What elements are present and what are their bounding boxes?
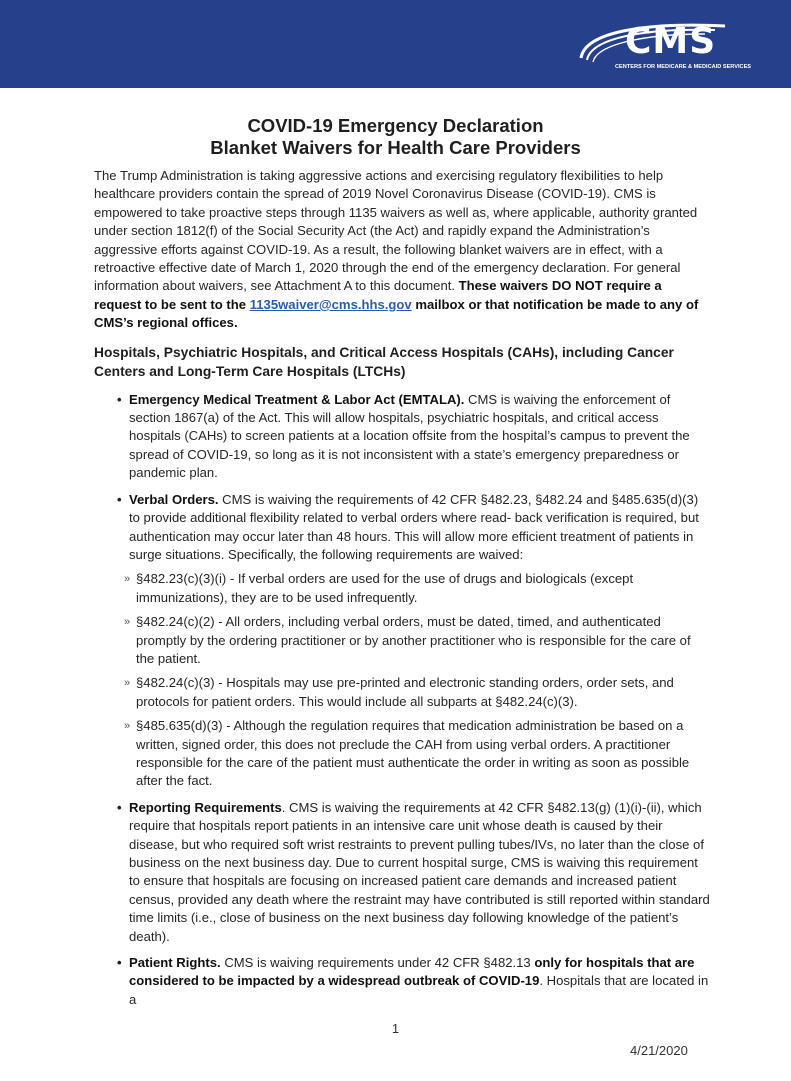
bullet-text: CMS is waiving requirements under 42 CFR §482.13 xyxy=(224,955,531,971)
bullet-emtala xyxy=(117,391,711,483)
intro-text: The Trump Administration is taking aggressive actions and exercising regulatory flexibilities to help healthcare providers contain the spread of 2019 Novel Coronavirus Disease (COVID-19). CMS is empowered to take proactive steps through 1135 waivers as well as, where applicable, authority granted under section 1812(f) of the Social Security Act (the Act) and rapidly expand the Administration’s aggressive efforts against COVID-19. As a result, the following blanket waivers are in effect, with a retroactive effective date of March 1, 2020 through the end of the emergency declaration. For general information about waivers, see Attachment A to this document. xyxy=(94,168,698,294)
document-title-line2: Blanket Waivers for Health Care Providers xyxy=(210,137,581,158)
bullet-dot-icon: • xyxy=(117,391,122,407)
bullet-bold-text: only for hospitals that are considered to be impacted by a widespread outbreak of COVID-19 xyxy=(129,955,695,989)
page-footer xyxy=(94,1021,711,1081)
intro-paragraph xyxy=(94,167,711,333)
page-number: 1 xyxy=(391,1021,400,1037)
bullet-title: Verbal Orders. xyxy=(129,491,219,507)
header-band xyxy=(0,0,791,88)
intro-notice-end: mailbox or that notification be made to any of CMS’s regional offices. xyxy=(94,296,699,331)
double-chevron-icon: » xyxy=(124,677,131,690)
bullet-dot-icon: • xyxy=(117,955,122,971)
logo-wordmark: CMS xyxy=(625,21,717,62)
section-heading: Hospitals, Psychiatric Hospitals, and Critical Access Hospitals (CAHs), including Cancer Centers and Long-Term Care Hospitals (LTCHs) xyxy=(94,344,674,379)
bullet-reporting-requirements xyxy=(117,799,711,946)
double-chevron-icon: » xyxy=(124,720,131,733)
bullet-text: CMS is waiving the requirements of 42 CFR §482.23, §482.24 and §485.635(d)(3) to provide additional flexibility related to verbal orders where read- back verification is required, but authentication may occur later than 48 hours. This will allow more efficient treatment of patients in surge situations. Specifically, the following requirements are waived: xyxy=(129,491,699,562)
double-chevron-icon: » xyxy=(124,573,131,586)
subitem-text: §482.23(c)(3)(i) - If verbal orders are used for the use of drugs and biologicals (except immunizations), they are to be used infrequently. xyxy=(136,571,634,605)
bullet-title: Emergency Medical Treatment & Labor Act (EMTALA). xyxy=(129,391,465,407)
subitem-482-23 xyxy=(124,570,711,607)
logo-subtitle: CENTERS FOR MEDICARE & MEDICAID SERVICES xyxy=(615,64,752,70)
subitem-text: §485.635(d)(3) - Although the regulation requires that medication administration be based on a written, signed order, this does not preclude the CAH from using verbal orders. A practitioner responsible for the care of the patient must authenticate the order in writing as soon as possible after the fact. xyxy=(136,718,690,789)
bullet-dot-icon: • xyxy=(117,491,122,507)
subitem-482-24-c3 xyxy=(124,674,711,711)
bullet-text: . CMS is waiving the requirements at 42 CFR §482.13(g) (1)(i)-(ii), which require that hospitals report patients in an intensive care unit whose death is caused by their disease, but who required soft wrist restraints to prevent pulling tubes/IVs, no later than the close of business on the next business day. Due to current hospital surge, CMS is waiving this requirement to ensure that hospitals are focusing on increased patient care demands and increased patient census, provided any death where the restraint may have contributed is still reported within standard time limits (i.e., close of business on the next business day following knowledge of the patient’s death). xyxy=(129,799,710,944)
bullet-title: Patient Rights. xyxy=(129,955,221,971)
double-chevron-icon: » xyxy=(124,616,131,629)
bullet-verbal-orders xyxy=(117,491,711,565)
document-body xyxy=(0,88,791,1081)
document-date: 4/21/2020 xyxy=(630,1043,688,1059)
document-title-line1: COVID-19 Emergency Declaration xyxy=(247,115,544,136)
bullet-text-end: . Hospitals that are located in a xyxy=(129,973,709,1007)
waiver-email-link[interactable]: 1135waiver@cms.hhs.gov xyxy=(249,296,412,312)
bullet-title: Reporting Requirements xyxy=(129,799,282,815)
subitem-text: §482.24(c)(3) - Hospitals may use pre-printed and electronic standing orders, order sets, and protocols for patient orders. This would include all subparts at §482.24(c)(3). xyxy=(136,675,674,709)
subitem-text: §482.24(c)(2) - All orders, including verbal orders, must be dated, timed, and authenticated promptly by the ordering practitioner or by another practitioner who is responsible for the care of the patient. xyxy=(136,614,691,666)
bullet-dot-icon: • xyxy=(117,799,122,815)
subitem-482-24-c2 xyxy=(124,613,711,668)
bullet-patient-rights xyxy=(117,954,711,1009)
subitem-485-635 xyxy=(124,717,711,791)
intro-notice-start: These waivers DO NOT require a request to be sent to the xyxy=(94,278,662,312)
bullet-text: CMS is waiving the enforcement of section 1867(a) of the Act. This will allow hospitals, psychiatric hospitals, and critical access hospitals (CAHs) to screen patients at a location offsite from the hospital’s campus to prevent the spread of COVID-19, so long as it is not inconsistent with a state’s emergency preparedness or pandemic plan. xyxy=(129,391,690,481)
cms-logo xyxy=(575,18,755,80)
